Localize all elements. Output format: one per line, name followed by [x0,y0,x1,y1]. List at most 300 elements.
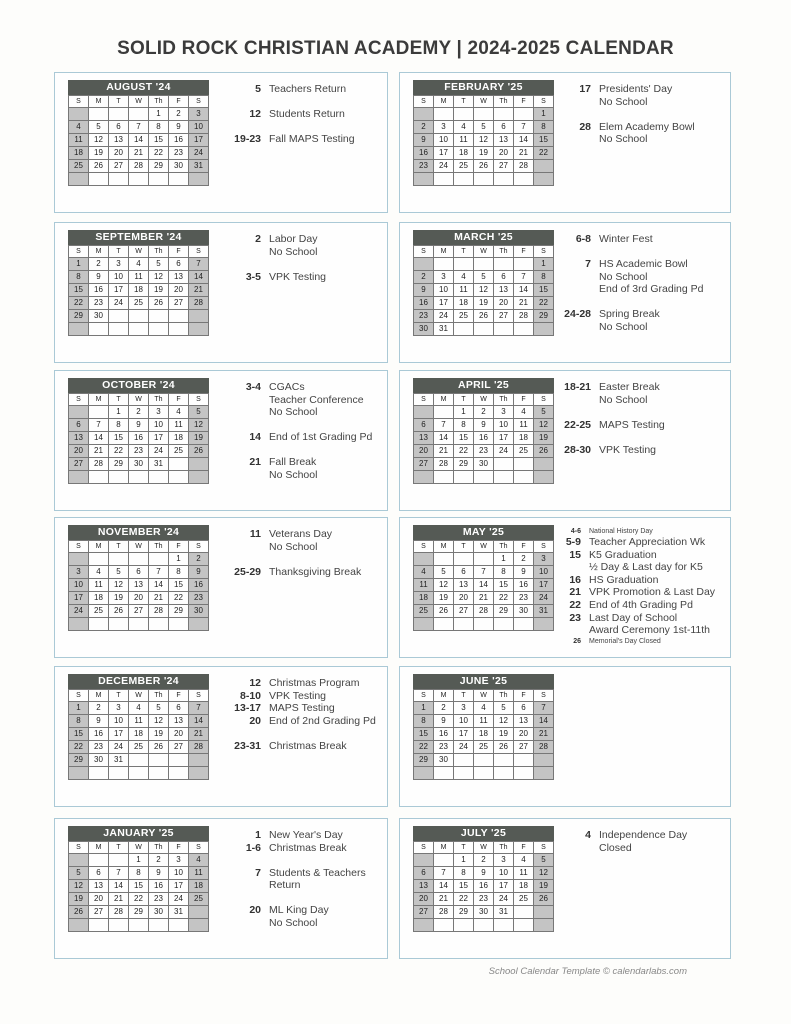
day-cell: 21 [189,728,209,741]
day-cell: 16 [474,880,494,893]
day-cell: 22 [149,147,169,160]
event-text: Christmas Program [269,677,360,689]
event-date [225,121,269,134]
weekday-header: M [434,394,454,406]
weekday-header: Th [149,394,169,406]
day-cell: 4 [89,566,109,579]
day-cell: 11 [89,579,109,592]
day-cell: 13 [129,579,149,592]
day-cell: 20 [109,147,129,160]
day-cell: 11 [69,134,89,147]
event-text: End of 2nd Grading Pd [269,714,376,727]
day-cell [454,471,474,484]
event-date [225,96,269,109]
day-cell: 4 [454,271,474,284]
day-cell: 29 [169,605,189,618]
day-cell: 30 [474,906,494,919]
day-cell [149,919,169,932]
day-cell: 18 [514,432,534,445]
day-cell: 19 [474,297,494,310]
day-cell: 16 [414,147,434,160]
month-panel-mar [399,222,731,363]
event-text: Teacher Conference [269,393,364,406]
day-cell: 10 [189,121,209,134]
day-cell [454,553,474,566]
day-cell [494,173,514,186]
day-cell: 26 [434,605,454,618]
event-date: 23 [569,611,581,624]
day-cell: 2 [414,121,434,134]
event-date: 18-21 [564,381,591,393]
day-cell: 17 [169,880,189,893]
day-cell [454,173,474,186]
day-cell: 6 [454,566,474,579]
day-cell: 30 [514,605,534,618]
day-cell: 4 [474,702,494,715]
day-cell: 23 [89,297,109,310]
weekday-header: T [109,842,129,854]
month-grid-jun [413,689,554,780]
event-row [225,553,361,566]
events-list-mar [555,233,703,333]
day-cell: 10 [109,271,129,284]
month-header-jan: JANUARY '25 [68,826,209,841]
day-cell: 17 [149,432,169,445]
day-cell: 20 [169,728,189,741]
day-cell: 16 [434,728,454,741]
event-row [225,842,366,855]
day-cell [69,406,89,419]
day-cell [149,767,169,780]
day-cell: 12 [434,579,454,592]
day-cell: 3 [494,406,514,419]
event-row [225,271,326,284]
weekday-header: Th [149,690,169,702]
weekday-header: W [129,690,149,702]
weekday-header: S [189,394,209,406]
event-row [555,308,703,321]
day-cell: 14 [434,432,454,445]
day-cell [534,173,554,186]
day-cell: 18 [454,297,474,310]
month-header-jun: JUNE '25 [413,674,554,689]
day-cell [69,854,89,867]
month-calendar-dec [68,674,209,780]
weekday-header: S [534,690,554,702]
event-row [555,624,715,637]
day-cell: 22 [69,297,89,310]
event-text: MAPS Testing [269,702,335,714]
day-cell: 25 [454,310,474,323]
day-cell: 5 [149,702,169,715]
event-row [555,574,715,587]
weekday-header: W [129,842,149,854]
day-cell: 19 [189,432,209,445]
day-cell [69,108,89,121]
event-date: 4-6 [570,528,581,535]
event-text: HS Graduation [589,573,659,586]
day-cell: 13 [169,271,189,284]
event-row [225,917,366,930]
day-cell: 6 [169,702,189,715]
event-row [225,879,366,892]
day-cell: 29 [129,906,149,919]
month-panel-sep [54,222,388,363]
events-list-jul [555,829,687,854]
day-cell: 30 [189,605,209,618]
weekday-header: W [474,842,494,854]
day-cell: 3 [109,702,129,715]
day-cell: 28 [129,160,149,173]
day-cell: 9 [89,271,109,284]
day-cell: 3 [494,854,514,867]
day-cell: 4 [129,258,149,271]
event-text: Award Ceremony 1st-11th [589,624,711,637]
day-cell [414,553,434,566]
day-cell [414,108,434,121]
weekday-header: S [414,541,434,553]
day-cell: 22 [414,741,434,754]
day-cell: 10 [434,134,454,147]
day-cell [454,323,474,336]
day-cell: 26 [149,741,169,754]
day-cell: 11 [514,867,534,880]
day-cell [434,406,454,419]
day-cell: 29 [454,906,474,919]
day-cell [414,406,434,419]
month-calendar-jul [413,826,554,932]
event-row [225,233,326,246]
event-text: End of 4th Grading Pd [589,598,693,611]
day-cell: 31 [169,906,189,919]
weekday-header: S [189,96,209,108]
day-cell: 9 [129,419,149,432]
month-header-dec: DECEMBER '24 [68,674,209,689]
day-cell: 8 [149,121,169,134]
day-cell [129,173,149,186]
day-cell [414,173,434,186]
event-row [555,381,665,394]
event-row [225,904,366,917]
day-cell [169,458,189,471]
day-cell: 26 [474,160,494,173]
day-cell: 26 [494,741,514,754]
weekday-header: S [69,842,89,854]
event-text [599,108,602,121]
weekday-header: T [454,842,474,854]
day-cell: 27 [514,741,534,754]
day-cell: 25 [89,605,109,618]
weekday-header: S [534,246,554,258]
day-cell: 7 [89,419,109,432]
day-cell: 13 [109,134,129,147]
day-cell: 3 [434,271,454,284]
day-cell: 20 [494,147,514,160]
day-cell: 29 [109,458,129,471]
day-cell: 8 [454,867,474,880]
event-text: Fall MAPS Testing [269,133,355,145]
day-cell: 14 [534,715,554,728]
day-cell [514,618,534,631]
event-text: Veterans Day [269,528,333,540]
day-cell: 19 [89,147,109,160]
event-date [555,624,589,637]
weekday-header: F [514,541,534,553]
weekday-header: S [69,394,89,406]
day-cell: 7 [189,258,209,271]
day-cell: 10 [149,419,169,432]
day-cell [69,553,89,566]
day-cell [514,754,534,767]
day-cell: 11 [129,715,149,728]
day-cell: 26 [69,906,89,919]
event-date: 12 [249,677,261,689]
day-cell: 12 [189,419,209,432]
weekday-header: T [109,690,129,702]
event-row [225,96,355,109]
weekday-header: T [454,394,474,406]
day-cell [109,108,129,121]
day-cell [109,854,129,867]
day-cell [534,767,554,780]
day-cell: 8 [414,715,434,728]
day-cell: 21 [129,147,149,160]
day-cell: 8 [109,419,129,432]
day-cell: 22 [534,297,554,310]
day-cell: 27 [69,458,89,471]
day-cell: 24 [109,297,129,310]
month-header-may: MAY '25 [413,525,554,540]
event-text: No School [269,916,318,929]
day-cell: 18 [474,728,494,741]
day-cell: 25 [414,605,434,618]
day-cell [494,754,514,767]
day-cell [149,471,169,484]
day-cell [169,767,189,780]
weekday-header: S [69,246,89,258]
day-cell: 27 [414,458,434,471]
day-cell: 2 [514,553,534,566]
weekday-header: S [534,394,554,406]
event-date [225,917,269,930]
month-header-aug: AUGUST '24 [68,80,209,95]
day-cell: 29 [534,310,554,323]
event-text [269,553,272,566]
day-cell: 13 [514,715,534,728]
event-row [555,108,695,121]
weekday-header: T [109,541,129,553]
event-row [555,406,665,419]
day-cell: 11 [454,284,474,297]
day-cell [534,323,554,336]
event-text: ML King Day [269,904,329,916]
day-cell [89,553,109,566]
event-date: 5-9 [565,536,581,548]
day-cell: 23 [89,741,109,754]
day-cell [169,919,189,932]
event-text: Closed [599,841,632,854]
day-cell: 28 [514,160,534,173]
day-cell [434,919,454,932]
day-cell [89,108,109,121]
day-cell: 9 [474,419,494,432]
day-cell: 9 [149,867,169,880]
day-cell [494,618,514,631]
day-cell: 25 [514,445,534,458]
event-date: 1 [255,829,261,841]
day-cell: 14 [514,134,534,147]
event-text: CGACs [269,381,305,393]
day-cell: 12 [89,134,109,147]
event-date [555,406,599,419]
day-cell [149,618,169,631]
event-date: 28 [579,120,591,133]
day-cell [514,767,534,780]
month-grid-mar [413,245,554,336]
day-cell: 19 [534,432,554,445]
month-calendar-feb [413,80,554,186]
day-cell [109,767,129,780]
day-cell: 23 [474,445,494,458]
day-cell: 23 [474,893,494,906]
event-date [225,727,269,740]
day-cell: 9 [474,867,494,880]
month-panel-jun [399,666,731,807]
event-row [225,406,372,419]
day-cell: 24 [434,160,454,173]
day-cell: 10 [109,715,129,728]
day-cell [69,767,89,780]
weekday-header: M [434,690,454,702]
event-date: 2 [255,233,261,245]
day-cell: 1 [129,854,149,867]
day-cell: 7 [514,121,534,134]
day-cell: 24 [169,893,189,906]
day-cell [474,767,494,780]
month-panel-nov [54,517,388,658]
day-cell: 30 [149,906,169,919]
event-text: Presidents' Day [599,83,673,95]
event-text: Last Day of School [589,611,678,624]
event-row [555,527,715,536]
day-cell: 15 [534,134,554,147]
day-cell: 12 [69,880,89,893]
event-text: No School [269,540,318,553]
event-text: VPK Testing [269,689,327,702]
day-cell [69,173,89,186]
day-cell [189,471,209,484]
event-row [555,586,715,599]
event-row [225,528,361,541]
month-calendar-jan [68,826,209,932]
day-cell: 31 [149,458,169,471]
month-panel-apr [399,370,731,511]
day-cell: 8 [69,271,89,284]
day-cell: 26 [109,605,129,618]
day-cell: 9 [414,134,434,147]
day-cell: 17 [454,728,474,741]
weekday-header: F [514,842,534,854]
day-cell: 6 [414,867,434,880]
event-text: End of 1st Grading Pd [269,431,373,443]
day-cell: 20 [89,893,109,906]
day-cell: 17 [109,284,129,297]
day-cell: 25 [189,893,209,906]
day-cell: 27 [169,297,189,310]
day-cell: 20 [169,284,189,297]
weekday-header: F [169,394,189,406]
day-cell: 14 [129,134,149,147]
day-cell: 10 [534,566,554,579]
weekday-header: W [474,246,494,258]
weekday-header: M [434,96,454,108]
event-row [555,296,703,309]
day-cell: 19 [149,728,169,741]
day-cell [89,919,109,932]
month-calendar-apr [413,378,554,484]
day-cell [414,618,434,631]
weekday-header: M [89,541,109,553]
event-text: No School [599,133,648,145]
day-cell: 4 [169,406,189,419]
day-cell: 6 [494,271,514,284]
day-cell [534,458,554,471]
day-cell: 30 [89,754,109,767]
event-row [555,246,703,259]
day-cell: 24 [494,445,514,458]
weekday-header: S [189,690,209,702]
day-cell: 2 [189,553,209,566]
event-text: ½ Day & Last day for K5 [589,561,703,574]
day-cell: 13 [494,284,514,297]
day-cell [494,919,514,932]
day-cell: 28 [474,605,494,618]
month-calendar-may [413,525,554,631]
event-date [225,892,269,905]
day-cell [189,906,209,919]
day-cell: 22 [494,592,514,605]
month-panel-may [399,517,731,658]
weekday-header: F [169,690,189,702]
event-row [225,444,372,457]
weekday-header: S [189,842,209,854]
day-cell: 18 [454,147,474,160]
event-text: Thanksgiving Break [269,565,362,578]
weekday-header: M [434,842,454,854]
event-row [555,842,687,855]
event-row [555,121,695,134]
event-date: 3-5 [245,270,261,283]
event-date [555,842,599,855]
day-cell: 24 [534,592,554,605]
event-date [225,854,269,867]
event-text [599,246,602,259]
weekday-header: W [129,541,149,553]
weekday-header: F [169,541,189,553]
weekday-header: W [129,246,149,258]
day-cell [129,754,149,767]
event-date [225,406,269,419]
day-cell: 29 [454,458,474,471]
day-cell: 2 [149,854,169,867]
event-row [555,549,715,562]
event-text: Labor Day [269,233,318,245]
day-cell [69,919,89,932]
day-cell: 30 [129,458,149,471]
day-cell: 30 [434,754,454,767]
event-date [225,879,269,892]
day-cell [149,310,169,323]
